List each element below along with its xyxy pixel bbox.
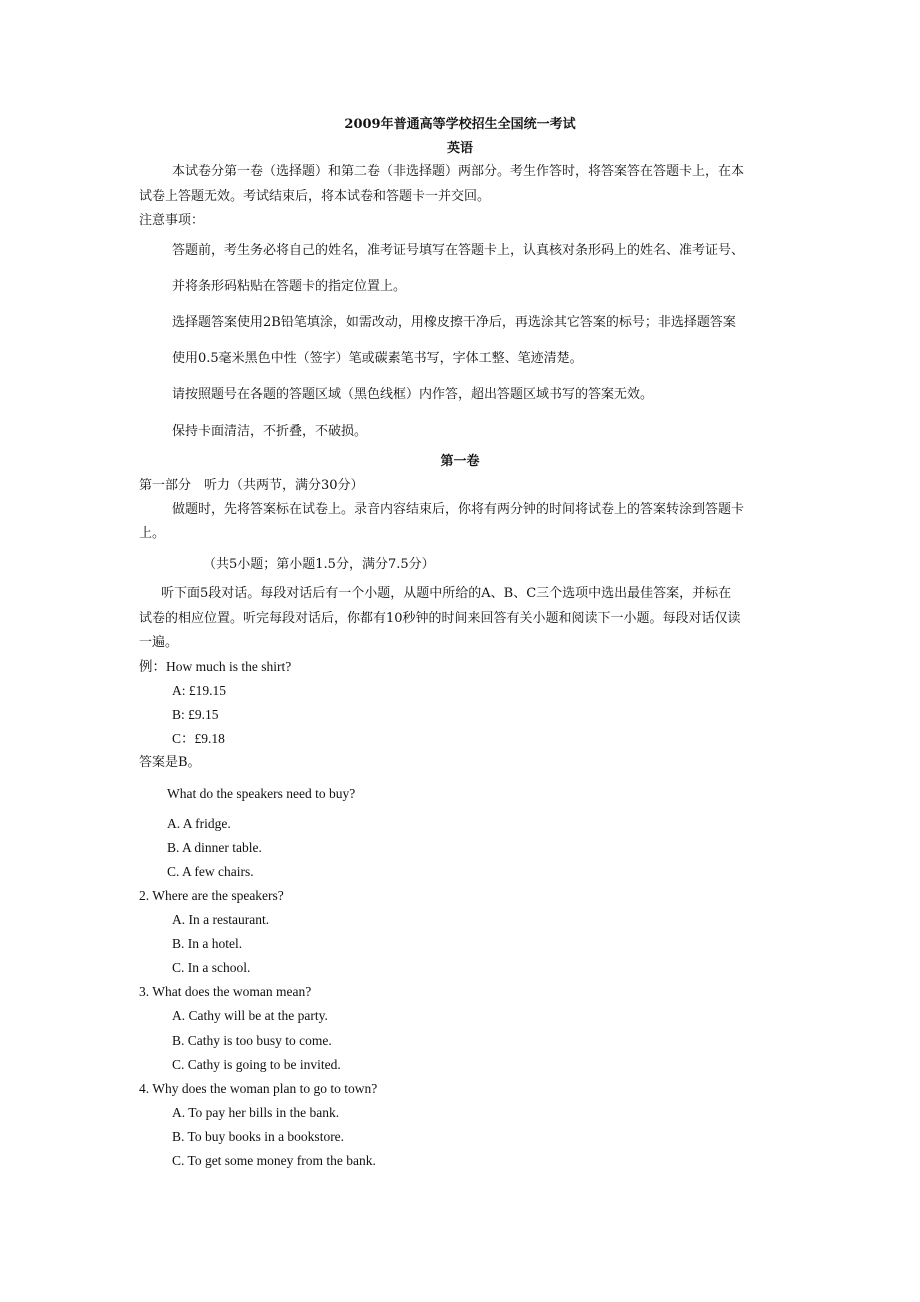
section-instruction-line: 听下面5段对话。每段对话后有一个小题，从题中所给的A、B、C三个选项中选出最佳答案，并标在 <box>161 586 732 601</box>
example-option: A: £19.15 <box>172 683 226 698</box>
intro-line: 试卷上答题无效。考试结束后，将本试卷和答题卡一并交回。 <box>139 189 491 204</box>
question-option: C. Cathy is going to be invited. <box>172 1057 341 1072</box>
question-option: C. A few chairs. <box>167 864 254 879</box>
question-option: A. A fridge. <box>167 816 231 831</box>
example-answer: 答案是B。 <box>139 755 201 770</box>
notice-line: 选择题答案使用2B铅笔填涂，如需改动，用橡皮擦干净后，再选涂其它答案的标号；非选择题答案 <box>172 315 736 330</box>
notice-heading: 注意事项： <box>139 213 205 228</box>
question-option: B. In a hotel. <box>172 936 243 951</box>
volume-heading: 第一卷 <box>440 454 480 469</box>
notice-line: 并将条形码粘贴在答题卡的指定位置上。 <box>172 279 407 294</box>
question-option: A. To pay her bills in the bank. <box>172 1105 340 1120</box>
question-option: B. Cathy is too busy to come. <box>172 1033 332 1048</box>
question-stem: 3. What does the woman mean? <box>139 984 312 999</box>
subject-title: 英语 <box>446 141 473 156</box>
notice-line: 答题前，考生务必将自己的姓名，准考证号填写在答题卡上，认真核对条形码上的姓名、准考证号、 <box>172 243 745 258</box>
section-note: （共5小题；第小题1.5分，满分7.5分） <box>203 557 435 572</box>
question-option: A. Cathy will be at the party. <box>172 1008 328 1023</box>
intro-line: 本试卷分第一卷（选择题）和第二卷（非选择题）两部分。考生作答时，将答案答在答题卡上，在本 <box>172 164 745 179</box>
notice-line: 使用0.5毫米黑色中性（签字）笔或碳素笔书写，字体工整、笔迹清楚。 <box>172 351 583 366</box>
notice-line: 请按照题号在各题的答题区域（黑色线框）内作答，超出答题区域书写的答案无效。 <box>172 387 654 402</box>
question-option: A. In a restaurant. <box>172 912 270 927</box>
example-question: 例：How much is the shirt? <box>139 659 292 674</box>
part-heading: 第一部分 听力（共两节，满分30分） <box>139 478 364 493</box>
part-instruction-line: 做题时，先将答案标在试卷上。录音内容结束后，你将有两分钟的时间将试卷上的答案转涂到答题卡 <box>172 502 745 517</box>
example-option: B: £9.15 <box>172 707 219 722</box>
section-instruction-line: 试卷的相应位置。听完每段对话后，你都有10秒钟的时间来回答有关小题和阅读下一小题。每段对话仅读 <box>139 611 741 626</box>
question-option: B. To buy books in a bookstore. <box>172 1129 345 1144</box>
question-stem: 4. Why does the woman plan to go to town? <box>139 1081 378 1096</box>
exam-title: 2009年普通高等学校招生全国统一考试 <box>344 117 576 132</box>
notice-line: 保持卡面清洁，不折叠，不破损。 <box>172 424 368 439</box>
example-option: C：£9.18 <box>172 731 225 746</box>
question-option: C. In a school. <box>172 960 251 975</box>
question-option: B. A dinner table. <box>167 840 262 855</box>
part-instruction-line: 上。 <box>139 526 166 541</box>
question-stem: 2. Where are the speakers? <box>139 888 284 903</box>
question-stem: What do the speakers need to buy? <box>167 786 356 801</box>
question-option: C. To get some money from the bank. <box>172 1153 376 1168</box>
section-instruction-line: 一遍。 <box>139 635 179 650</box>
